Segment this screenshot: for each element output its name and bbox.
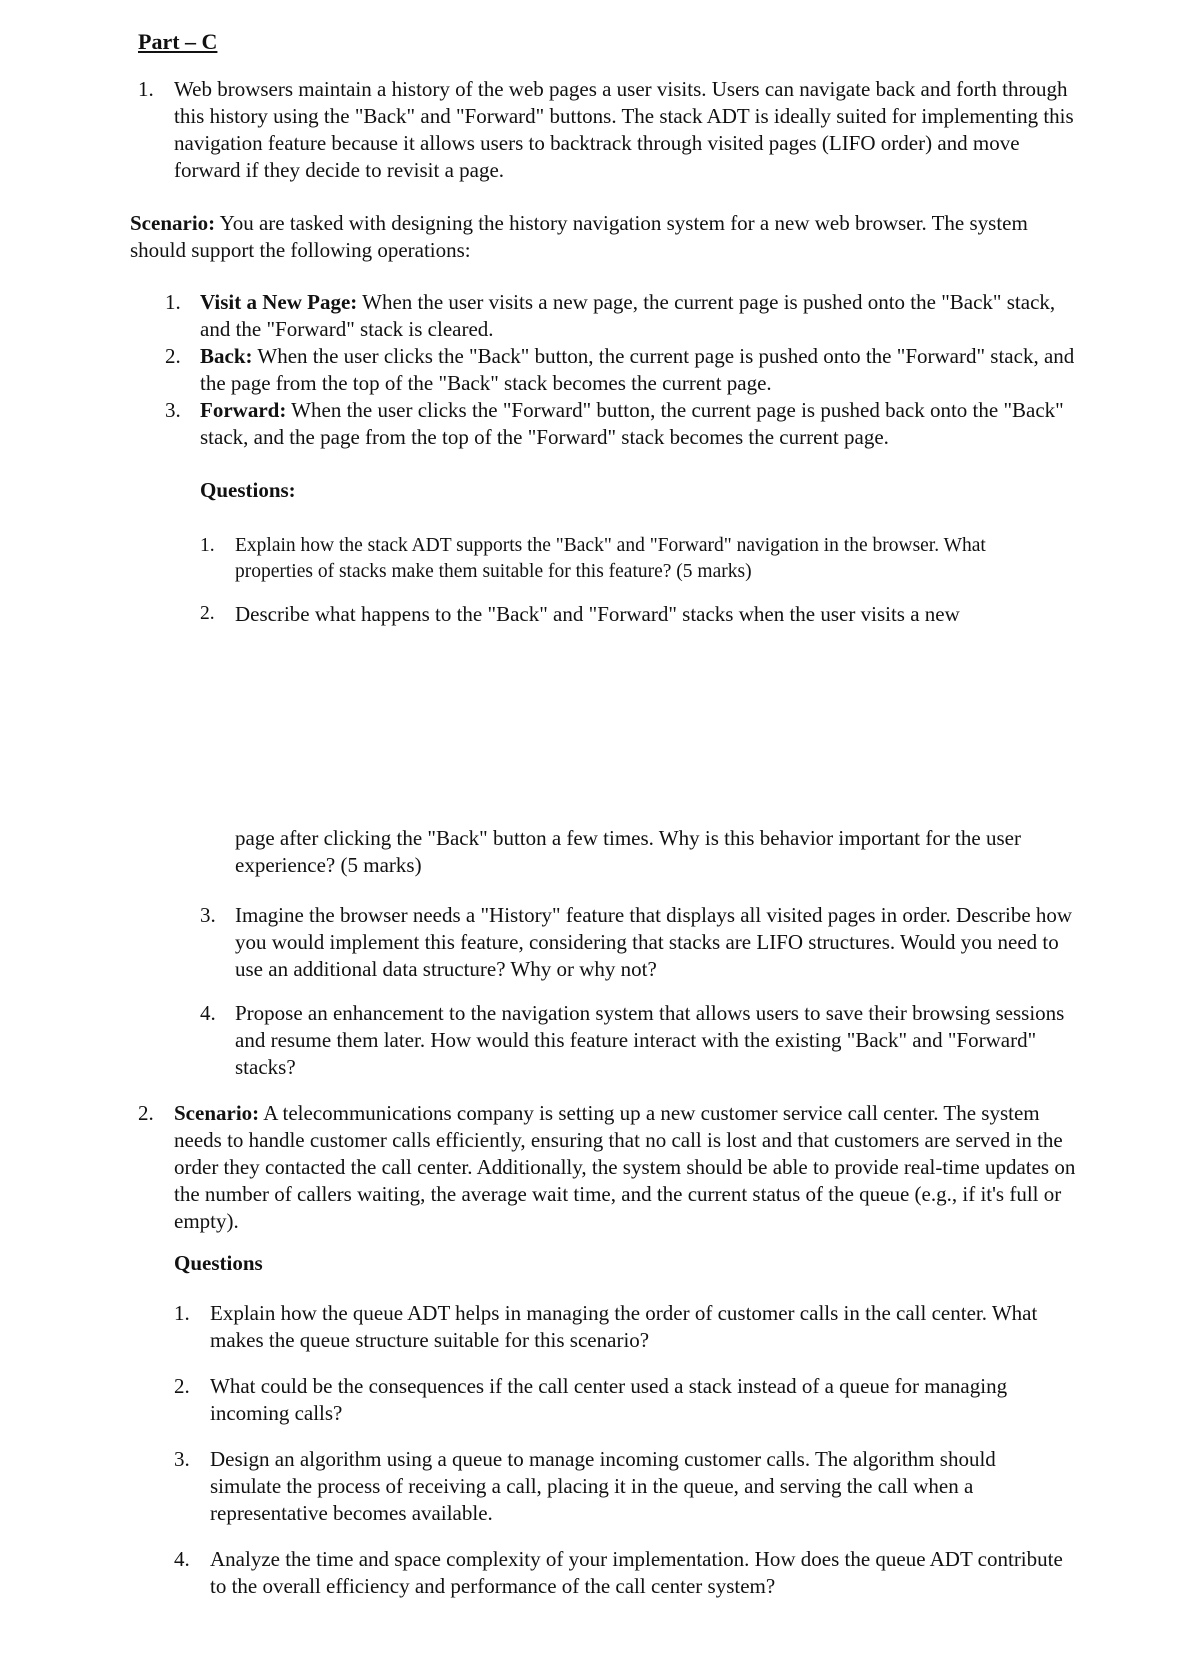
q2-sub1-number: 1. [174,1301,190,1325]
op2-body: When the user clicks the "Back" button, the current page is pushed onto the "Forward" stack, and the page from the top of the "Back" stack becomes the current page. [200,344,1075,395]
op1-body: When the user visits a new page, the current page is pushed onto the "Back" stack, and the "Forward" stack is cleared. [200,290,1056,341]
op2-number: 2. [165,344,181,368]
q1-sub4-number: 4. [200,1001,216,1025]
q1-sub2-text-b: page after clicking the "Back" button a few times. Why is this behavior important for the user experience? (5 marks) [235,826,1021,877]
q2-scenario [174,1100,1084,1235]
q1-sub1-number: 1. [200,535,215,556]
q2-sub4-text: Analyze the time and space complexity of your implementation. How does the queue ADT contribute to the overall efficiency and performance of the call center system? [210,1547,1063,1598]
q1-sub3-text: Imagine the browser needs a "History" feature that displays all visited pages in order. Describe how you would implement this feature, considering that stacks are LIFO structures. Would you need to use an additional data structure? Why or why not? [235,903,1073,981]
q1-number: 1. [138,77,154,101]
q1-sub2-number: 2. [200,603,215,624]
q2-number: 2. [138,1101,154,1125]
q1-sub4-text: Propose an enhancement to the navigation system that allows users to save their browsing sessions and resume them later. How would this feature interact with the existing "Back" and "Forward" stacks? [235,1001,1065,1079]
q2-scenario-text: A telecommunications company is setting up a new customer service call center. The system needs to handle customer calls efficiently, ensuring that no call is lost and that customers are served in the order they contacted the call center. Additionally, the system should be able to provide real-time updates on the number of callers waiting, the average wait time, and the current status of the queue (e.g., if it's full or empty). [174,1101,1076,1233]
op1-number: 1. [165,290,181,314]
q2-sub2-text: What could be the consequences if the call center used a stack instead of a queue for managing incoming calls? [210,1374,1008,1425]
q2-sub3-number: 3. [174,1447,190,1471]
q2-sub4-number: 4. [174,1547,190,1571]
q1-sub2-text-a: Describe what happens to the "Back" and "Forward" stacks when the user visits a new [235,602,960,626]
q2-sub3-text: Design an algorithm using a queue to manage incoming customer calls. The algorithm should simulate the process of receiving a call, placing it in the queue, and serving the call when a representative becomes available. [210,1447,996,1525]
q2-sub2-number: 2. [174,1374,190,1398]
q1-scenario-text: You are tasked with designing the history navigation system for a new web browser. The system should support the following operations: [130,211,1028,262]
q1-scenario-label: Scenario: [130,211,216,235]
q2-scenario-label: Scenario: [174,1101,260,1125]
op1-text [200,289,1080,343]
op3-number: 3. [165,398,181,422]
q1-sub3-number: 3. [200,903,216,927]
q1-questions-heading: Questions: [200,478,296,502]
q1-sub1-text: Explain how the stack ADT supports the "Back" and "Forward" navigation in the browser. What properties of stacks make them suitable for this feature? (5 marks) [235,535,986,582]
q2-questions-heading: Questions [174,1251,263,1275]
q2-sub1-text: Explain how the queue ADT helps in managing the order of customer calls in the call center. What makes the queue structure suitable for this scenario? [210,1301,1038,1352]
op2-text [200,343,1080,397]
op3-body: When the user clicks the "Forward" button, the current page is pushed back onto the "Back" stack, and the page from the top of the "Forward" stack becomes the current page. [200,398,1064,449]
op3-label: Forward: [200,398,287,422]
part-title: Part – C [138,29,218,54]
q1-intro: Web browsers maintain a history of the web pages a user visits. Users can navigate back and forth through this history using the "Back" and "Forward" buttons. The stack ADT is ideally suited for implementing this navigation feature because it allows users to backtrack through visited pages (LIFO order) and move forward if they decide to revisit a page. [174,77,1074,182]
op2-label: Back: [200,344,253,368]
q1-scenario [130,210,1070,264]
op3-text [200,397,1080,451]
op1-label: Visit a New Page: [200,290,358,314]
